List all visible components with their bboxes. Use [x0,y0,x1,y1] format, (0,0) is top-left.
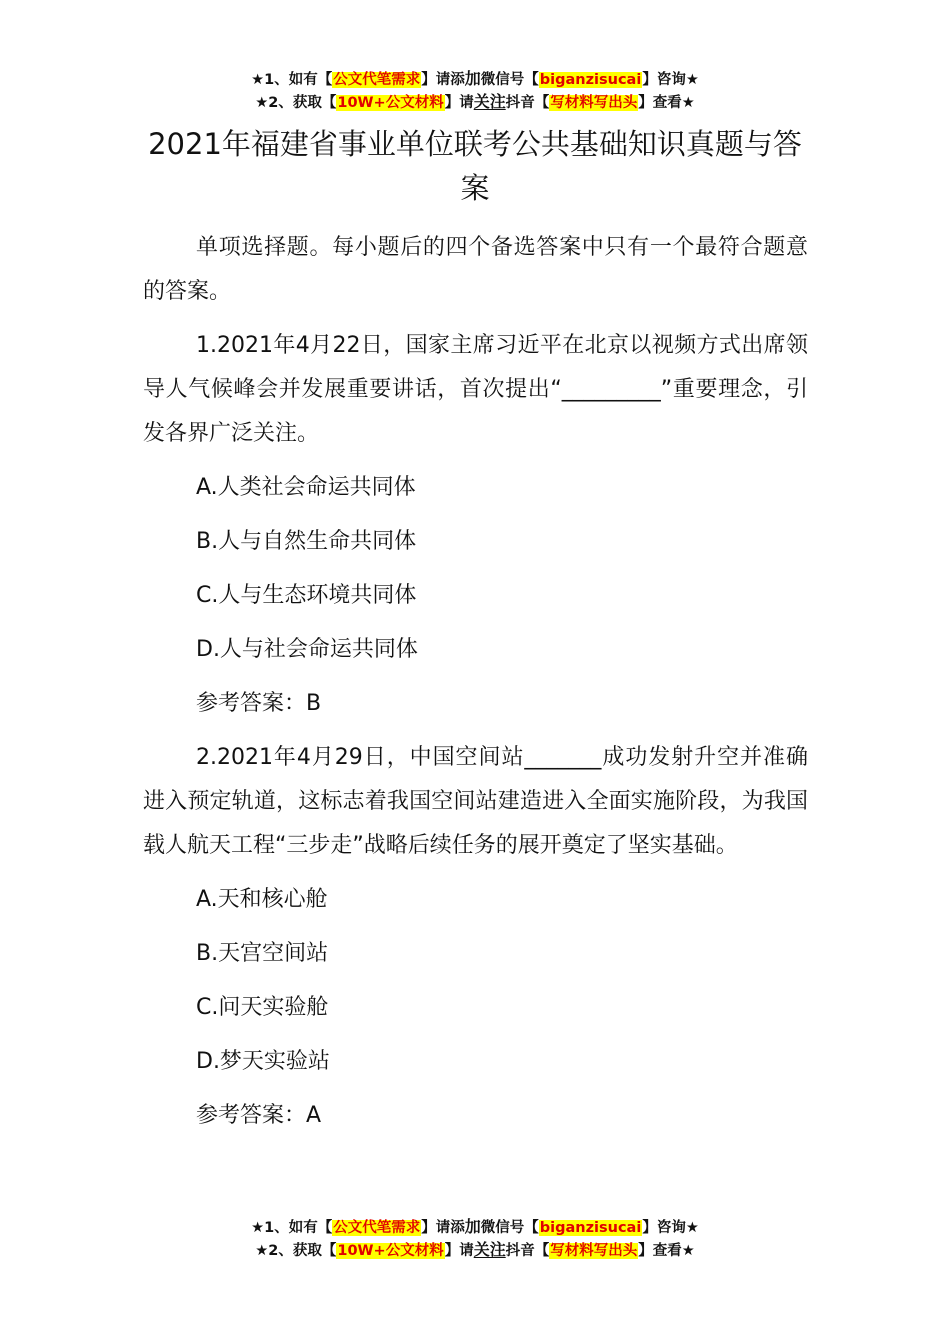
banner-line-2 [0,91,950,114]
question-2-option-a: A.天和核心舱 [196,887,328,912]
banner-line-2 [0,1239,950,1262]
bottom-banner [0,1216,950,1262]
banner-wechat-id: biganzisucai [539,1220,642,1236]
banner-emphasis: 加 [464,69,481,88]
banner-text: 】查看★ [638,1243,695,1259]
document-body [143,226,808,1148]
banner-highlight: 10W+公文材料 [337,95,444,111]
banner-line-1 [0,68,950,91]
banner-highlight: 公文代笔需求 [333,72,421,88]
top-banner [0,68,950,114]
banner-text: 抖音【 [505,1243,550,1259]
banner-highlight: 公文代笔需求 [333,1220,421,1236]
question-2-stem: 2.2021年4月29日，中国空间站_______成功发射升空并准确进入预定轨道，这标志着我国空间站建造进入全面实施阶段，为我国载人航天工程“三步走”战略后续任务的展开奠定了坚实基础。 [143,745,808,858]
banner-text: 】咨询★ [642,72,699,88]
banner-highlight: 10W+公文材料 [337,1243,444,1259]
question-1-option-b: B.人与自然生命共同体 [196,529,417,554]
banner-text: 】请 [444,95,474,111]
banner-line-1 [0,1216,950,1239]
banner-text: ★1、如有【 [251,1220,333,1236]
banner-text: 微信号【 [480,1220,539,1236]
banner-douyin-id: 写材料写出头 [550,95,638,111]
question-1-stem: 1.2021年4月22日，国家主席习近平在北京以视频方式出席领导人气候峰会并发展重要讲话，首次提出“_________”重要理念，引发各界广泛关注。 [143,333,808,446]
banner-text: ★2、获取【 [255,1243,337,1259]
banner-text: 】咨询★ [642,1220,699,1236]
intro-paragraph: 单项选择题。每小题后的四个备选答案中只有一个最符合题意的答案。 [143,235,808,304]
banner-emphasis: 加 [464,1217,481,1236]
banner-emphasis: 关注 [473,92,506,111]
question-1-option-a: A.人类社会命运共同体 [196,475,416,500]
document-title: 2021年福建省事业单位联考公共基础知识真题与答案 [148,127,802,205]
banner-text: 】请添 [421,72,465,88]
question-2-option-d: D.梦天实验站 [196,1049,330,1074]
question-2-answer: 参考答案：A [196,1103,322,1128]
question-1-option-c: C.人与生态环境共同体 [196,583,417,608]
banner-text: ★2、获取【 [255,95,337,111]
question-1-answer: 参考答案：B [196,691,322,716]
question-1-option-d: D.人与社会命运共同体 [196,637,418,662]
banner-text: 微信号【 [480,72,539,88]
question-2-option-c: C.问天实验舱 [196,995,329,1020]
banner-wechat-id: biganzisucai [539,72,642,88]
banner-douyin-id: 写材料写出头 [550,1243,638,1259]
banner-text: ★1、如有【 [251,72,333,88]
banner-emphasis: 关注 [473,1240,506,1259]
banner-text: 】查看★ [638,95,695,111]
banner-text: 】请添 [421,1220,465,1236]
question-2-option-b: B.天宫空间站 [196,941,329,966]
banner-text: 】请 [444,1243,474,1259]
banner-text: 抖音【 [505,95,550,111]
